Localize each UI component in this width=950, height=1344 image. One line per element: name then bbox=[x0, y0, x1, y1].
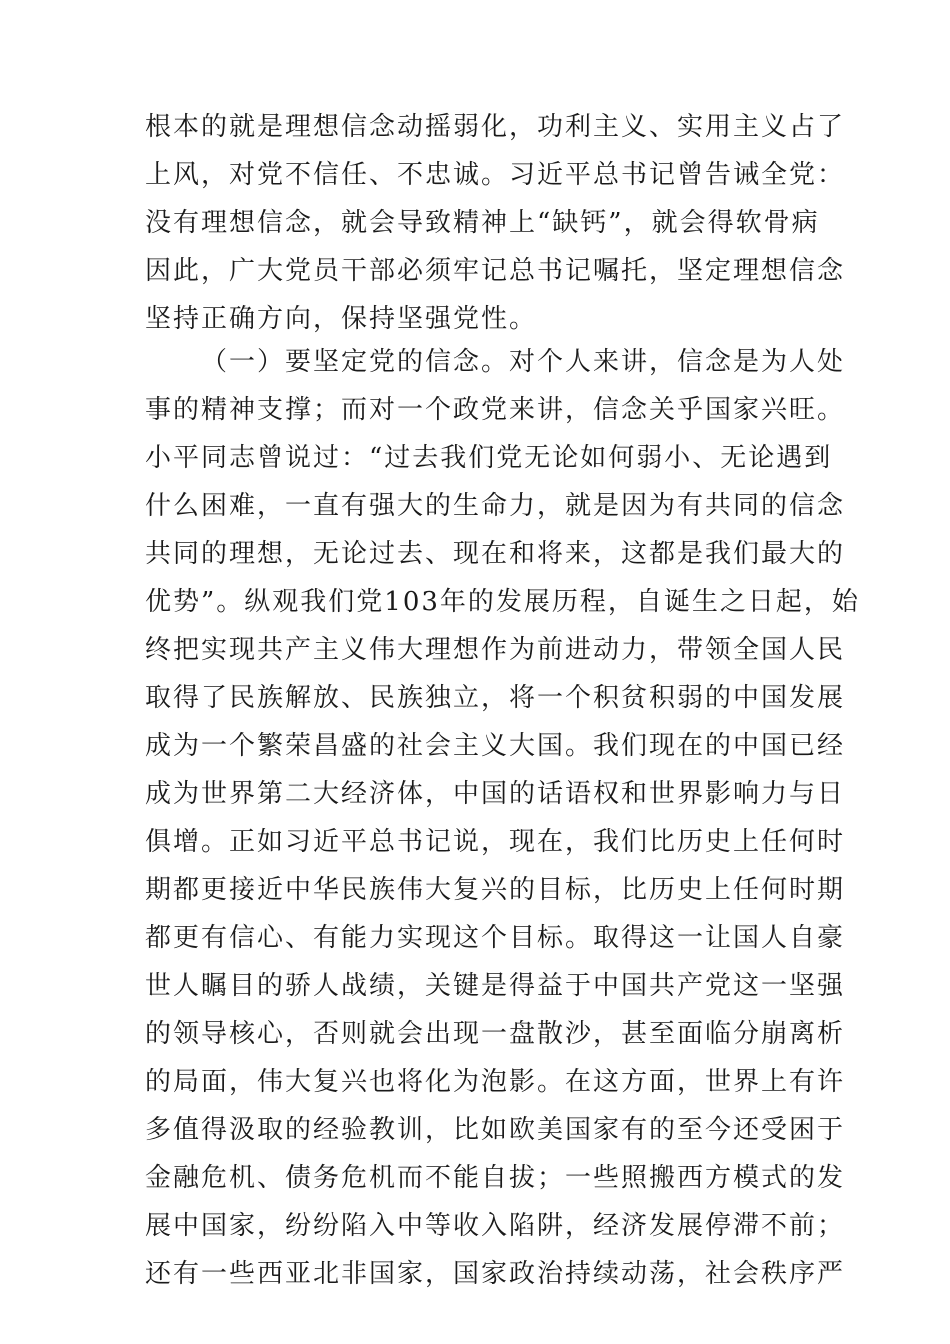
text-line: 根本的就是理想信念动摇弱化，功利主义、实用主义占了 bbox=[145, 112, 846, 142]
text-line: 成为世界第二大经济体，中国的话语权和世界影响力与日 bbox=[145, 779, 846, 809]
text-line: 取得了民族解放、民族独立，将一个积贫积弱的中国发展 bbox=[145, 683, 846, 713]
text-line: 俱增。正如习近平总书记说，现在，我们比历史上任何时 bbox=[145, 827, 846, 857]
text-line: 世人瞩目的骄人战绩，关键是得益于中国共产党这一坚强 bbox=[145, 971, 846, 1001]
text-line: 小平同志曾说过：“过去我们党无论如何弱小、无论遇到 bbox=[145, 443, 833, 473]
text-line: 都更有信心、有能力实现这个目标。取得这一让国人自豪 bbox=[145, 923, 846, 953]
text-line: 展中国家，纷纷陷入中等收入陷阱，经济发展停滞不前； bbox=[145, 1211, 846, 1241]
paragraph-1 bbox=[145, 103, 846, 343]
paragraph-2 bbox=[145, 338, 860, 1298]
text-line: 上风，对党不信任、不忠诚。习近平总书记曾告诫全党： bbox=[145, 160, 846, 190]
text-line: 没有理想信念，就会导致精神上“缺钙”，就会得软骨病 bbox=[145, 208, 820, 238]
text-line: 优势”。纵观我们党103年的发展历程，自诞生之日起，始 bbox=[145, 587, 860, 617]
text-line: 还有一些西亚北非国家，国家政治持续动荡，社会秩序严 bbox=[145, 1259, 846, 1289]
text-line: 因此，广大党员干部必须牢记总书记嘱托，坚定理想信念 bbox=[145, 256, 846, 286]
text-line: 事的精神支撑；而对一个政党来讲，信念关乎国家兴旺。 bbox=[145, 395, 846, 425]
section-heading-line: （一）要坚定党的信念。对个人来讲，信念是为人处 bbox=[201, 347, 846, 377]
text-line: 共同的理想，无论过去、现在和将来，这都是我们最大的 bbox=[145, 539, 846, 569]
text-line: 坚持正确方向，保持坚强党性。 bbox=[145, 304, 538, 334]
text-line: 期都更接近中华民族伟大复兴的目标，比历史上任何时期 bbox=[145, 875, 846, 905]
text-line: 成为一个繁荣昌盛的社会主义大国。我们现在的中国已经 bbox=[145, 731, 846, 761]
text-line: 终把实现共产主义伟大理想作为前进动力，带领全国人民 bbox=[145, 635, 846, 665]
text-line: 的领导核心，否则就会出现一盘散沙，甚至面临分崩离析 bbox=[145, 1019, 846, 1049]
text-line: 什么困难，一直有强大的生命力，就是因为有共同的信念 bbox=[145, 491, 846, 521]
text-line: 多值得汲取的经验教训，比如欧美国家有的至今还受困于 bbox=[145, 1115, 846, 1145]
text-line: 金融危机、债务危机而不能自拔；一些照搬西方模式的发 bbox=[145, 1163, 846, 1193]
text-line: 的局面，伟大复兴也将化为泡影。在这方面，世界上有许 bbox=[145, 1067, 846, 1097]
